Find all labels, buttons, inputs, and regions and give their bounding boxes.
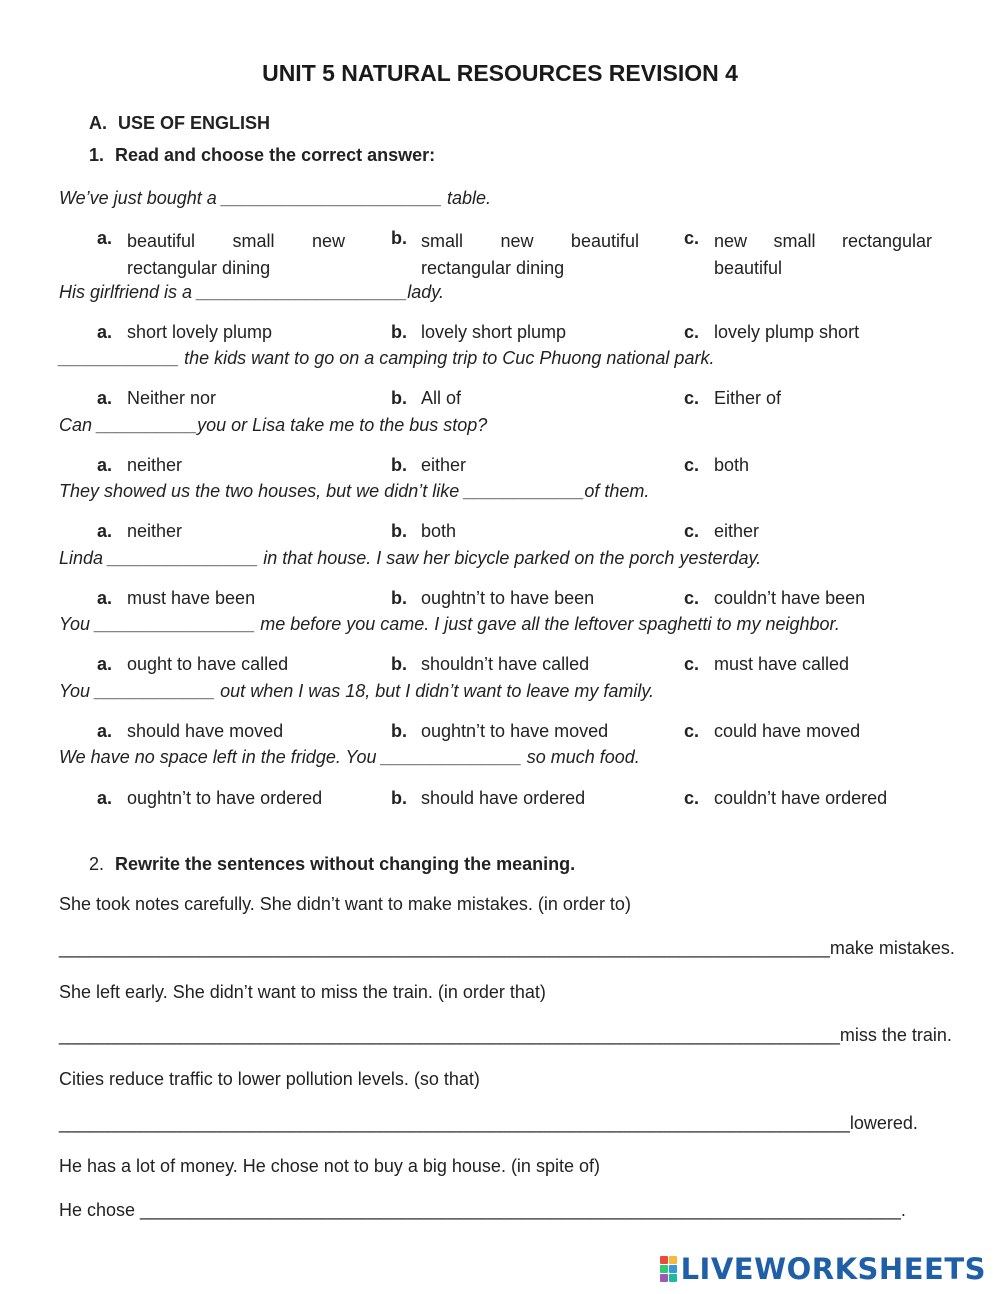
option-text: lovely short plump [421, 322, 567, 342]
option-letter: b. [391, 588, 407, 608]
option-text: shouldn’t have called [421, 654, 590, 674]
option-text: neither [127, 521, 183, 541]
option-text: should have ordered [421, 788, 586, 808]
option-text: neither [127, 455, 183, 475]
option-text: lovely plump short [714, 322, 860, 342]
rewrite-answer-line[interactable]: _______________________________________________________________________________lowered. [59, 1113, 918, 1133]
rewrite-answer-line[interactable]: _____________________________________________________________________________make mistakes. [59, 938, 955, 958]
option-text: couldn’t have been [714, 588, 866, 608]
section-a-heading [89, 113, 270, 134]
option-letter: a. [97, 588, 113, 608]
option-text: should have moved [127, 721, 284, 741]
section-a-label: USE OF ENGLISH [118, 113, 271, 133]
option-text: All of [421, 388, 462, 408]
option-text: couldn’t have ordered [714, 788, 888, 808]
question-stem: His girlfriend is a _____________________lady. [59, 282, 444, 302]
logo-text: LIVEWORKSHEETS [680, 1252, 986, 1286]
logo-cell [669, 1256, 677, 1264]
option-letter: c. [684, 521, 700, 541]
logo-cell [660, 1265, 668, 1273]
option-letter: a. [97, 322, 113, 342]
question-stem: We’ve just bought a ______________________ table. [59, 188, 492, 208]
rewrite-prompt: He has a lot of money. He chose not to buy a big house. (in spite of) [59, 1156, 600, 1176]
option-letter: a. [97, 228, 113, 248]
option-letter: a. [97, 521, 113, 541]
option-text: Neither nor [127, 388, 217, 408]
part1-instruction: Read and choose the correct answer: [115, 145, 436, 165]
option-letter: b. [391, 654, 407, 674]
question-stem: You ________________ me before you came. I just gave all the leftover spaghetti to my neighbor. [59, 614, 840, 634]
part1-number: 1. [89, 145, 105, 165]
option-letter: c. [684, 322, 700, 342]
logo-grid-icon [660, 1256, 677, 1282]
logo-cell [669, 1274, 677, 1282]
liveworksheets-logo [660, 1252, 986, 1286]
option-text: must have been [127, 588, 256, 608]
option-letter: b. [391, 788, 407, 808]
logo-cell [669, 1265, 677, 1273]
option-letter: b. [391, 228, 407, 248]
rewrite-answer-line[interactable]: He chose ____________________________________________________________________________. [59, 1200, 906, 1220]
option-letter: c. [684, 788, 700, 808]
option-letter: c. [684, 228, 700, 248]
option-letter: b. [391, 521, 407, 541]
part1-heading [89, 145, 435, 166]
rewrite-prompt: Cities reduce traffic to lower pollution levels. (so that) [59, 1069, 480, 1089]
option-text: either [714, 521, 760, 541]
option-text: oughtn’t to have moved [421, 721, 609, 741]
question-stem: ____________ the kids want to go on a camping trip to Cuc Phuong national park. [59, 348, 715, 368]
part2-number: 2. [89, 854, 105, 874]
part2-instruction: Rewrite the sentences without changing the meaning. [115, 854, 576, 874]
rewrite-prompt: She left early. She didn’t want to miss the train. (in order that) [59, 982, 546, 1002]
option-letter: c. [684, 388, 700, 408]
option-text: beautiful small new rectangular dining [127, 231, 345, 278]
option-letter: b. [391, 388, 407, 408]
option-letter: c. [684, 654, 700, 674]
rewrite-answer-line[interactable]: ______________________________________________________________________________miss the train. [59, 1025, 952, 1045]
part2-heading [89, 854, 575, 875]
option-letter: b. [391, 322, 407, 342]
option-text: small new beautiful rectangular dining [421, 231, 639, 278]
option-letter: a. [97, 388, 113, 408]
option-text: must have called [714, 654, 850, 674]
option-text: both [421, 521, 457, 541]
question-stem: They showed us the two houses, but we didn’t like ____________of them. [59, 481, 650, 501]
option-letter: b. [391, 455, 407, 475]
option-text: ought to have called [127, 654, 289, 674]
option-letter: c. [684, 455, 700, 475]
option-text: could have moved [714, 721, 861, 741]
question-stem: Linda _______________ in that house. I saw her bicycle parked on the porch yesterday. [59, 548, 762, 568]
question-stem: Can __________you or Lisa take me to the bus stop? [59, 415, 488, 435]
option-text: new small rectangular beautiful [714, 231, 932, 278]
option-letter: a. [97, 788, 113, 808]
option-text: either [421, 455, 467, 475]
option-letter: a. [97, 654, 113, 674]
option-letter: c. [684, 721, 700, 741]
question-stem: You ____________ out when I was 18, but I didn’t want to leave my family. [59, 681, 655, 701]
option-text: short lovely plump [127, 322, 273, 342]
option-text: oughtn’t to have been [421, 588, 595, 608]
page-title: UNIT 5 NATURAL RESOURCES REVISION 4 [262, 60, 738, 86]
option-text: Either of [714, 388, 782, 408]
option-letter: a. [97, 721, 113, 741]
question-stem: We have no space left in the fridge. You ______________ so much food. [59, 747, 640, 767]
option-text: both [714, 455, 750, 475]
logo-cell [660, 1274, 668, 1282]
option-letter: b. [391, 721, 407, 741]
rewrite-prompt: She took notes carefully. She didn’t want to make mistakes. (in order to) [59, 894, 631, 914]
section-a-letter: A. [89, 113, 107, 133]
option-letter: c. [684, 588, 700, 608]
option-text: oughtn’t to have ordered [127, 788, 323, 808]
logo-cell [660, 1256, 668, 1264]
option-letter: a. [97, 455, 113, 475]
